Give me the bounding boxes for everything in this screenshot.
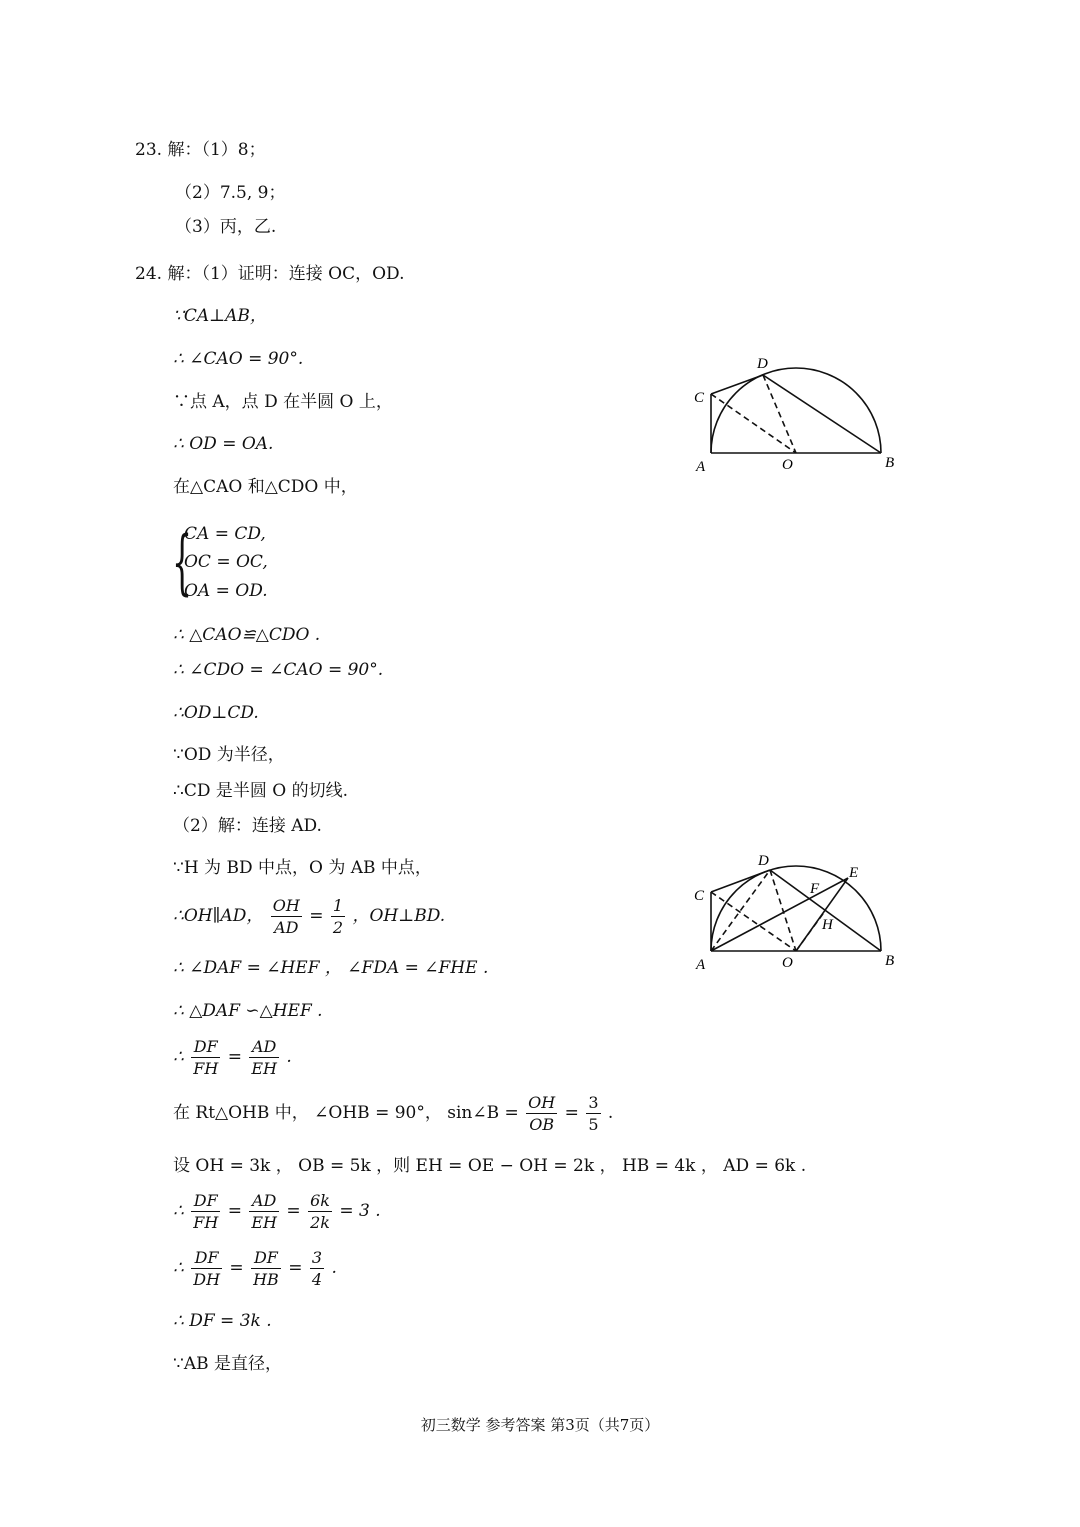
proof-step: ∴ ∠DAF = ∠HEF ， ∠FDA = ∠FHE . (173, 958, 489, 978)
proof-step-with-fraction: ∴ $\frac{DF}{FH}$ = $\frac{AD}{EH}$ . (173, 1037, 292, 1078)
point-label: A (696, 957, 706, 973)
proof-step: ∴CD 是半圆 O 的切线. (173, 781, 349, 801)
semicircle-figure-2 (680, 845, 920, 980)
proof-step-with-fraction: 在 Rt△OHB 中， ∠OHB = 90°， sin∠B = $\frac{OH}{OB}$ = $\frac{3}{5}$ . (173, 1093, 614, 1134)
system-brace: { (172, 521, 193, 603)
proof-step: ∵CA⊥AB， (173, 306, 267, 326)
part-2-heading: （2）解：连接 AD. (173, 816, 322, 836)
system-line: CA = CD, (184, 524, 266, 544)
proof-step: ∴OD⊥CD. (173, 703, 259, 723)
page-footer: 初三数学 参考答案 第3页（共7页） (420, 1416, 660, 1434)
semicircle-figure-1 (680, 345, 920, 480)
proof-step-with-fraction: ∴ $\frac{DF}{DH}$ = $\frac{DF}{HB}$ = $\frac{3}{4}$ . (173, 1248, 337, 1289)
point-label: C (694, 390, 705, 406)
proof-step: ∵H 为 BD 中点，O 为 AB 中点， (173, 858, 432, 878)
point-label: F (810, 881, 820, 897)
proof-step-with-fraction: ∴OH∥AD， $\frac{OH}{AD}$ = $\frac{1}{2}$ ，OH⊥BD. (173, 896, 446, 937)
point-label: H (822, 917, 833, 933)
proof-step: ∴ OD = OA. (173, 434, 274, 454)
q23-line-1: 23. 解：（1）8； (135, 140, 266, 160)
proof-step: 设 OH = 3k ， OB = 5k ，则 EH = OE − OH = 2k ， HB = 4k ， AD = 6k . (173, 1156, 807, 1176)
point-label: E (849, 865, 859, 881)
proof-step-with-fraction: ∴ $\frac{DF}{FH}$ = $\frac{AD}{EH}$ = $\frac{6k}{2k}$ = 3 . (173, 1191, 381, 1232)
proof-step: ∴ △DAF ∽△HEF . (173, 1001, 323, 1021)
proof-step: ∴ DF = 3k . (173, 1311, 272, 1331)
proof-step: ∵点 A，点 D 在半圆 O 上， (173, 392, 393, 412)
system-line: OC = OC, (184, 552, 268, 572)
system-line: OA = OD. (184, 581, 268, 601)
point-label: B (885, 953, 895, 969)
q23-line-3: （3）丙，乙. (175, 217, 277, 237)
point-label: A (696, 459, 706, 475)
point-label: D (758, 853, 769, 869)
point-label: O (782, 457, 793, 473)
proof-step: ∵OD 为半径， (173, 745, 285, 765)
point-label: B (885, 455, 895, 471)
proof-step: ∵AB 是直径， (173, 1354, 282, 1374)
proof-step: ∴ △CAO≌△CDO . (173, 625, 321, 645)
q23-line-2: （2）7.5, 9； (175, 183, 286, 203)
point-label: C (694, 888, 705, 904)
proof-step: ∴ ∠CAO = 90°. (173, 349, 304, 369)
proof-step: 在△CAO 和△CDO 中， (173, 477, 358, 497)
proof-step: ∴ ∠CDO = ∠CAO = 90°. (173, 660, 384, 680)
q24-heading: 24. 解：（1）证明：连接 OC，OD. (135, 264, 405, 284)
point-label: O (782, 955, 793, 971)
point-label: D (757, 356, 768, 372)
